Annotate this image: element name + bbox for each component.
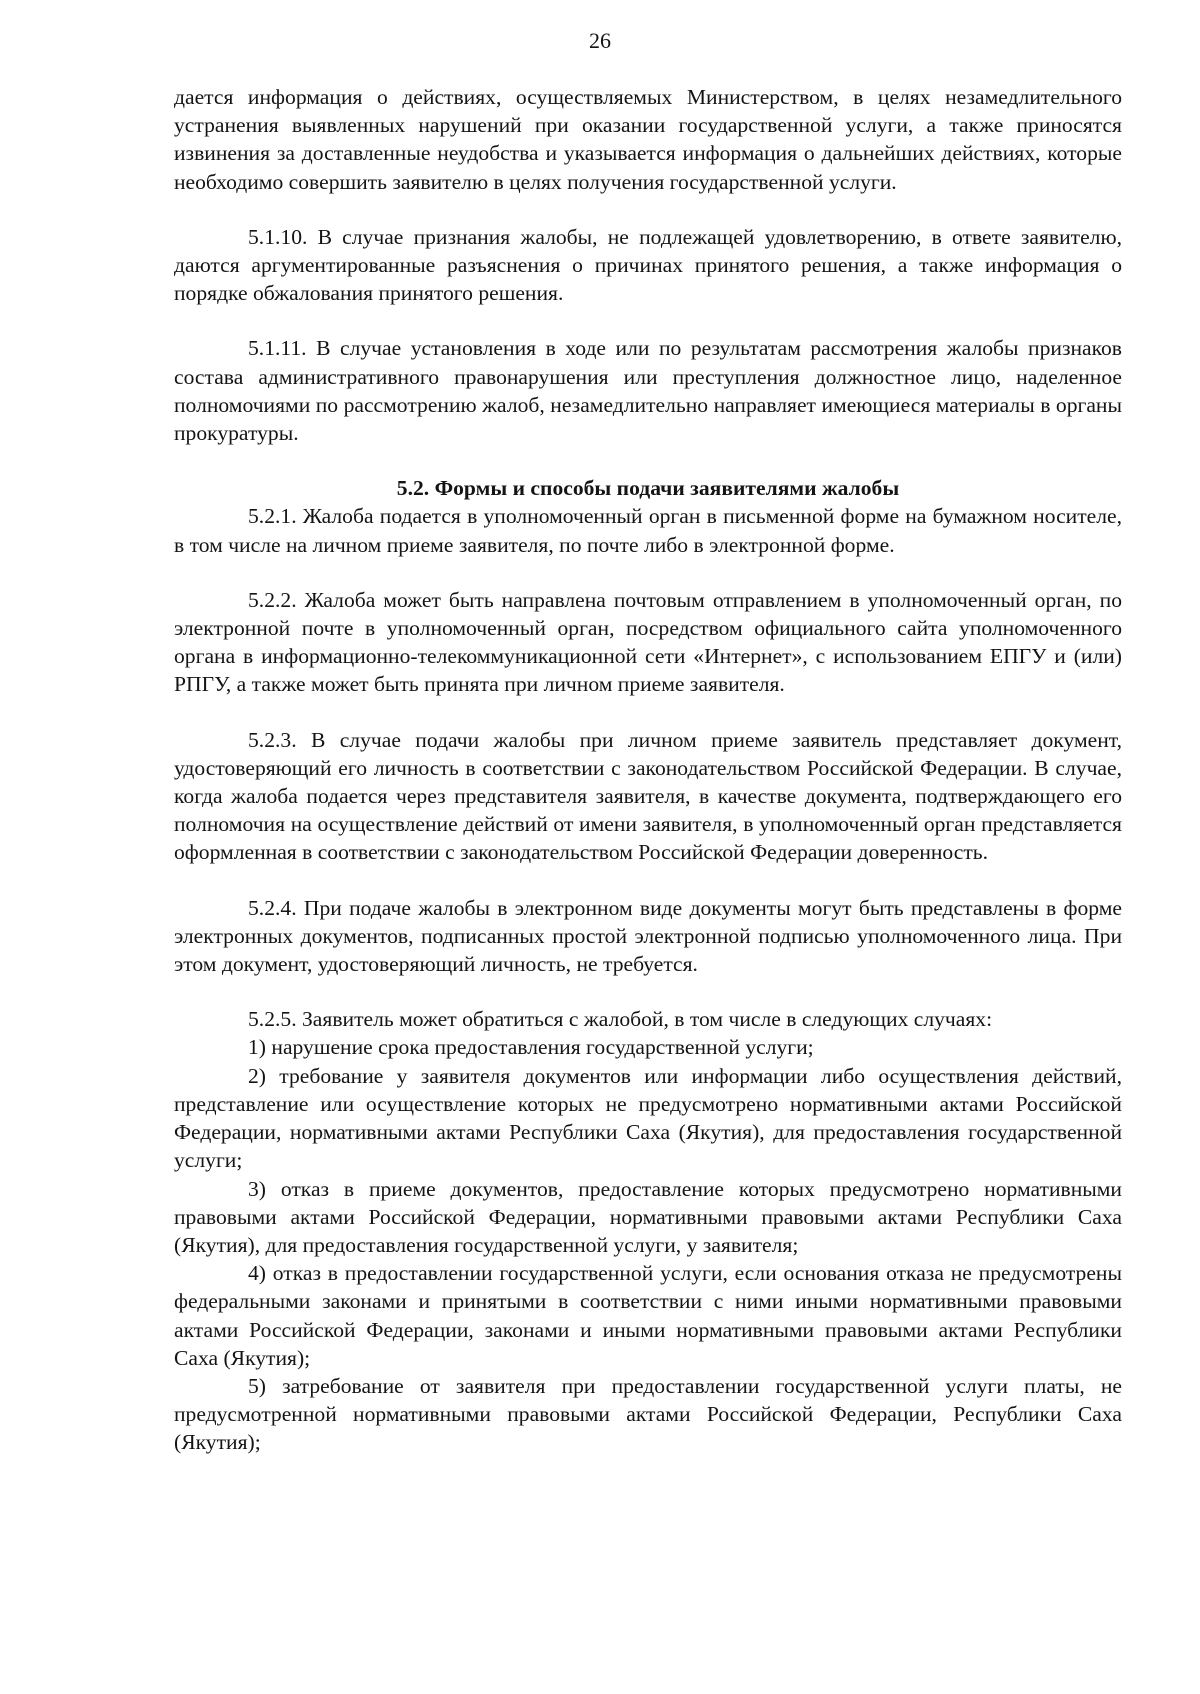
page-number: 26: [589, 28, 611, 53]
list-item-5: 5) затребование от заявителя при предоставлении государственной услуги платы, не предусмотренной нормативными правовыми актами Российской Федерации, Республики Саха (Якутия);: [174, 1373, 1122, 1455]
section-heading-5-2: 5.2. Формы и способы подачи заявителями жалобы: [396, 476, 900, 501]
paragraph-5-2-1: 5.2.1. Жалоба подается в уполномоченный орган в письменной форме на бумажном носителе, в том числе на личном приеме заявителя, по почте либо в электронной форме.: [174, 504, 1122, 557]
paragraph-5-2-4: 5.2.4. При подаче жалобы в электронном виде документы могут быть представлены в форме электронных документов, подписанных простой электронной подписью уполномоченного лица. При этом документ, удостоверяющий личность, не требуется.: [174, 895, 1122, 977]
document-body: [174, 83, 1122, 1457]
paragraph-continuation: дается информация о действиях, осуществляемых Министерством, в целях незамедлительного устранения выявленных нарушений при оказании государственной услуги, а также приносятся извинения за доставленные неудобства и указывается информация о дальнейших действиях, которые необходимо совершить заявителю в целях получения государственной услуги.: [174, 85, 1122, 194]
list-item-3: 3) отказ в приеме документов, предоставление которых предусмотрено нормативными правовыми актами Российской Федерации, нормативными правовыми актами Республики Саха (Якутия), для предоставления государственной услуги, у заявителя;: [174, 1176, 1122, 1257]
list-item-1: 1) нарушение срока предоставления государственной услуги;: [248, 1035, 814, 1060]
list-item-4: 4) отказ в предоставлении государственной услуги, если основания отказа не предусмотрены федеральными законами и принятыми в соответствии с ними иными нормативными правовыми актами Российской Федерации, законами и иными нормативными правовыми актами Республики Саха (Якутия);: [174, 1261, 1122, 1370]
paragraph-5-2-2: 5.2.2. Жалоба может быть направлена почтовым отправлением в уполномоченный орган, по электронной почте в уполномоченный орган, посредством официального сайта уполномоченного органа в информационно-телекоммуникационной сети «Интернет», с использованием ЕПГУ и (или) РПГУ, а также может быть принята при личном приеме заявителя.: [174, 587, 1122, 697]
list-item-2: 2) требование у заявителя документов или информации либо осуществления действий, представление или осуществление которых не предусмотрено нормативными актами Российской Федерации, нормативными актами Республики Саха (Якутия), для предоставления государственной услуги;: [174, 1063, 1122, 1173]
paragraph-5-2-5: 5.2.5. Заявитель может обратиться с жалобой, в том числе в следующих случаях:: [248, 1007, 993, 1032]
paragraph-5-2-3: 5.2.3. В случае подачи жалобы при личном приеме заявитель представляет документ, удостоверяющий его личность в соответствии с законодательством Российской Федерации. В случае, когда жалоба подается через представителя заявителя, в качестве документа, подтверждающего его полномочия на осуществление действий от имени заявителя, в уполномоченный орган представляется оформленная в соответствии с законодательством Российской Федерации доверенность.: [174, 727, 1122, 865]
paragraph-5-1-10: 5.1.10. В случае признания жалобы, не подлежащей удовлетворению, в ответе заявителю, даются аргументированные разъяснения о причинах принятого решения, а также информация о порядке обжалования принятого решения.: [174, 224, 1122, 306]
paragraph-5-1-11: 5.1.11. В случае установления в ходе или по результатам рассмотрения жалобы признаков состава административного правонарушения или преступления должностное лицо, наделенное полномочиями по рассмотрению жалоб, незамедлительно направляет имеющиеся материалы в органы прокуратуры.: [174, 336, 1122, 446]
